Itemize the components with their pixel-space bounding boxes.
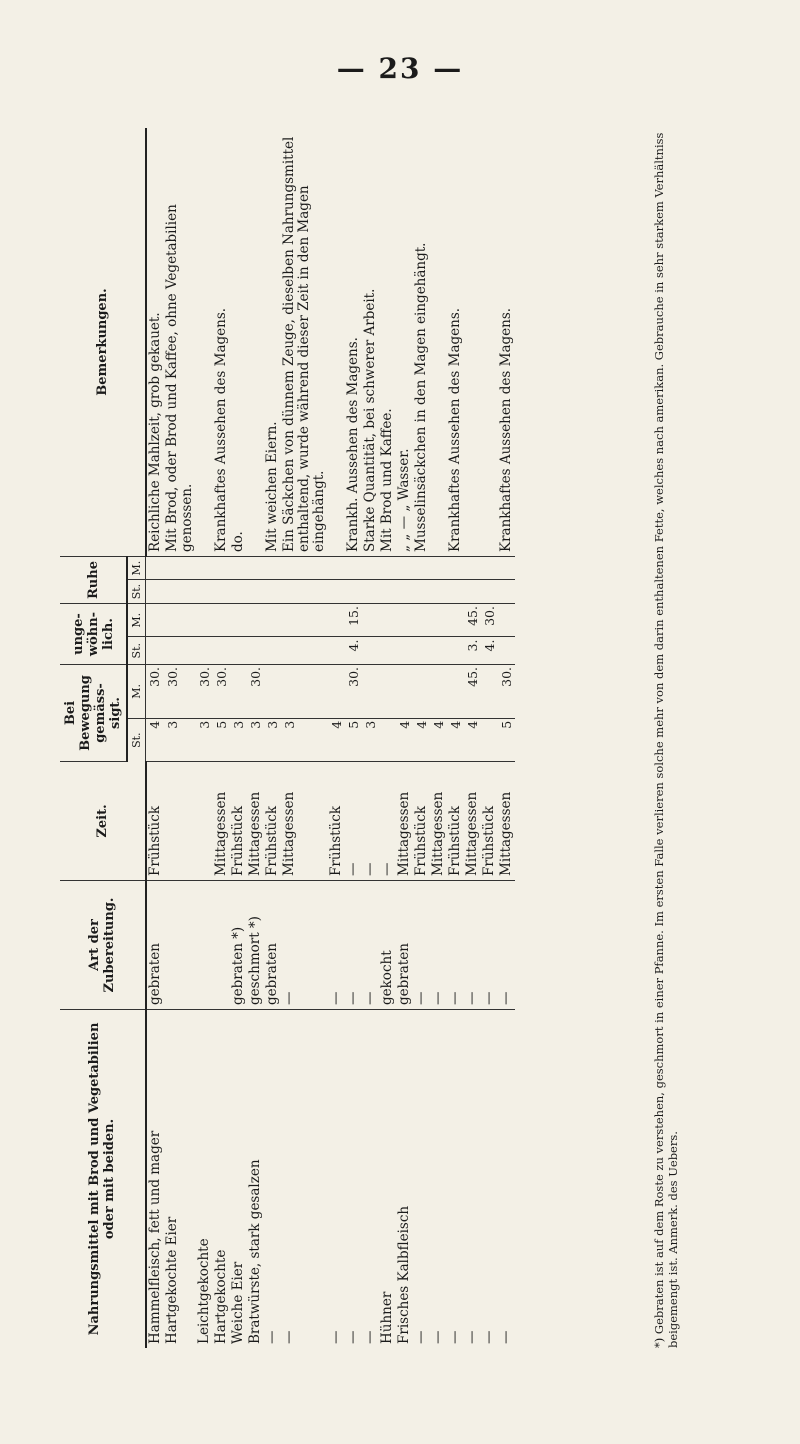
- food-cell: —: [497, 1330, 514, 1344]
- remarks-cell: do.: [230, 128, 247, 557]
- preparation-cell: gekocht: [379, 881, 396, 1010]
- rest-minutes-cell: [164, 557, 196, 580]
- moderate-minutes-cell: [447, 664, 464, 718]
- remarks-cell: Krankhaftes Aussehen des Magens.: [213, 128, 230, 557]
- table-row: [213, 128, 230, 1348]
- moderate-hours-cell: 4: [447, 718, 464, 761]
- moderate-minutes-cell: 30.: [247, 664, 264, 718]
- food-cell: Bratwürste, stark gesalzen: [246, 1159, 263, 1344]
- food-cell: —: [446, 1330, 463, 1344]
- table-row: [413, 128, 430, 1348]
- preparation-cell: gebraten: [146, 881, 164, 1010]
- rest-minutes-cell: [447, 557, 464, 580]
- moderate-hours-cell: 3: [264, 718, 281, 761]
- remarks-cell: Musselinsäckchen in den Magen eingehängt.: [413, 128, 430, 557]
- rest-minutes-cell: [481, 557, 498, 580]
- food-cell: —: [480, 1330, 497, 1344]
- unusual-minutes-cell: [247, 604, 264, 637]
- moderate-minutes-cell: 30.: [146, 664, 164, 718]
- unusual-hours-cell: [213, 637, 230, 664]
- table-row: [498, 128, 515, 1348]
- rest-minutes-cell: [498, 557, 515, 580]
- unusual-minutes-cell: [379, 604, 396, 637]
- preparation-cell: gebraten: [264, 881, 281, 1010]
- moderate-hours-cell: [481, 718, 498, 761]
- time-cell: [196, 762, 213, 881]
- moderate-hours-cell: 3: [230, 718, 247, 761]
- footnote: *) Gebraten ist auf dem Roste zu verstehen, geschmort in einer Pfanne. Im ersten Falle verlieren solche mehr von dem darin enthaltenen Fette, welches nach amerikan. Gebrauche in sehr starkem Verhältniss beigemengt ist. Anmerk. des Uebers.: [652, 132, 680, 1348]
- header-time: Zeit.: [60, 762, 146, 881]
- remarks-cell: Reichliche Mahlzeit, grob gekauet.: [146, 128, 164, 557]
- remarks-cell: Krankhaftes Aussehen des Magens.: [447, 128, 464, 557]
- rest-minutes-cell: [464, 557, 481, 580]
- food-cell: —: [263, 1330, 280, 1344]
- moderate-minutes-cell: [396, 664, 413, 718]
- moderate-hours-cell: 3: [196, 718, 213, 761]
- rest-hours-cell: [498, 580, 515, 604]
- table-row: [247, 128, 264, 1348]
- unusual-minutes-cell: [362, 604, 379, 637]
- unusual-hours-cell: [447, 637, 464, 664]
- unusual-hours-cell: [413, 637, 430, 664]
- unusual-hours-cell: 4.: [481, 637, 498, 664]
- rest-hours-cell: [281, 580, 328, 604]
- time-cell: Mittagessen: [213, 762, 230, 881]
- rest-hours-cell: [396, 580, 413, 604]
- unusual-minutes-cell: [230, 604, 247, 637]
- food-cell: —: [280, 1330, 297, 1344]
- time-cell: Frühstück: [264, 762, 281, 881]
- moderate-hours-cell: 4: [413, 718, 430, 761]
- unusual-minutes-cell: [447, 604, 464, 637]
- time-cell: —: [362, 762, 379, 881]
- moderate-hours-cell: 5: [345, 718, 362, 761]
- rest-hours-cell: [196, 580, 213, 604]
- preparation-cell: —: [498, 881, 515, 1010]
- remarks-cell: Starke Quantität, bei schwerer Arbeit.: [362, 128, 379, 557]
- header-food: Nahrungsmittel mit Brod und Vegetabilien oder mit beiden.: [60, 1010, 146, 1349]
- digestion-table: [60, 128, 515, 1348]
- food-cell: Leichtgekochte: [195, 1238, 212, 1344]
- moderate-minutes-cell: 45.: [464, 664, 481, 718]
- header-rest: Ruhe: [60, 557, 127, 604]
- table-row: [362, 128, 379, 1348]
- moderate-hours-cell: 3: [247, 718, 264, 761]
- remarks-cell: [430, 128, 447, 557]
- remarks-cell: [328, 128, 345, 557]
- time-cell: Frühstück: [481, 762, 498, 881]
- time-cell: Frühstück: [146, 762, 164, 881]
- unusual-hours-cell: [146, 637, 164, 664]
- preparation-cell: gebraten *): [230, 881, 247, 1010]
- rest-hours-cell: [481, 580, 498, 604]
- moderate-minutes-cell: [379, 664, 396, 718]
- moderate-minutes-cell: [362, 664, 379, 718]
- moderate-minutes-cell: [264, 664, 281, 718]
- rest-hours-cell: [164, 580, 196, 604]
- unusual-minutes-cell: 45.: [464, 604, 481, 637]
- moderate-minutes-cell: 30.: [213, 664, 230, 718]
- unusual-minutes-cell: [281, 604, 328, 637]
- unusual-minutes-cell: [146, 604, 164, 637]
- food-cell: Hühner: [378, 1291, 395, 1344]
- table-row: [379, 128, 396, 1348]
- preparation-cell: geschmort *): [247, 881, 264, 1010]
- rest-hours-cell: [328, 580, 345, 604]
- moderate-hours-cell: 3: [164, 718, 196, 761]
- remarks-cell: „ „ — „ Wasser.: [396, 128, 413, 557]
- unusual-hours-cell: 4.: [345, 637, 362, 664]
- rest-minutes-cell: [146, 557, 164, 580]
- rest-minutes-cell: [362, 557, 379, 580]
- unusual-minutes-cell: [328, 604, 345, 637]
- unusual-minutes-cell: [413, 604, 430, 637]
- preparation-cell: —: [345, 881, 362, 1010]
- time-cell: [164, 762, 196, 881]
- table-row: [396, 128, 413, 1348]
- moderate-hours-cell: 4: [464, 718, 481, 761]
- subheader-minutes: M.: [127, 557, 146, 580]
- table-row: [345, 128, 362, 1348]
- time-cell: Frühstück: [413, 762, 430, 881]
- rest-minutes-cell: [413, 557, 430, 580]
- remarks-cell: [481, 128, 498, 557]
- moderate-minutes-cell: 30.: [196, 664, 213, 718]
- moderate-minutes-cell: [413, 664, 430, 718]
- moderate-hours-cell: 5: [213, 718, 230, 761]
- unusual-hours-cell: [281, 637, 328, 664]
- preparation-cell: —: [281, 881, 328, 1010]
- preparation-cell: —: [362, 881, 379, 1010]
- moderate-hours-cell: 3: [281, 718, 328, 761]
- table-body: [146, 128, 515, 1348]
- time-cell: Mittagessen: [247, 762, 264, 881]
- remarks-cell: [464, 128, 481, 557]
- table-row: [146, 128, 164, 1348]
- remarks-cell: [196, 128, 213, 557]
- moderate-minutes-cell: 30.: [345, 664, 362, 718]
- moderate-hours-cell: 4: [146, 718, 164, 761]
- moderate-hours-cell: 5: [498, 718, 515, 761]
- rest-hours-cell: [230, 580, 247, 604]
- header-preparation: Art der Zubereitung.: [60, 881, 146, 1010]
- food-cell: Hartgekochte: [212, 1249, 229, 1344]
- food-cell: —: [361, 1330, 378, 1344]
- rest-minutes-cell: [247, 557, 264, 580]
- time-cell: Mittagessen: [430, 762, 447, 881]
- time-cell: Frühstück: [328, 762, 345, 881]
- header-movement: Bei Bewegung gemäss- sigt.: [60, 664, 127, 761]
- rest-minutes-cell: [213, 557, 230, 580]
- time-cell: —: [345, 762, 362, 881]
- food-cell: Hartgekochte Eier: [163, 1216, 180, 1344]
- remarks-cell: Krankhaftes Aussehen des Magens.: [498, 128, 515, 557]
- table-row: [328, 128, 345, 1348]
- unusual-minutes-cell: [196, 604, 213, 637]
- header-unusual: unge- wöhn- lich.: [60, 604, 127, 665]
- unusual-hours-cell: [328, 637, 345, 664]
- preparation-cell: [164, 881, 196, 1010]
- table-row: [464, 128, 481, 1348]
- rotated-table: [60, 128, 680, 1348]
- rest-minutes-cell: [345, 557, 362, 580]
- time-cell: Mittagessen: [396, 762, 413, 881]
- preparation-cell: gebraten: [396, 881, 413, 1010]
- unusual-hours-cell: [196, 637, 213, 664]
- rest-hours-cell: [430, 580, 447, 604]
- food-cell: Hammelfleisch, fett und mager: [146, 1130, 163, 1344]
- food-cell: Weiche Eier: [229, 1261, 246, 1344]
- rest-hours-cell: [146, 580, 164, 604]
- rest-minutes-cell: [328, 557, 345, 580]
- time-cell: Frühstück: [447, 762, 464, 881]
- remarks-cell: Krankh. Aussehen des Magens.: [345, 128, 362, 557]
- preparation-cell: —: [328, 881, 345, 1010]
- subheader-minutes: M.: [127, 664, 146, 718]
- rest-hours-cell: [413, 580, 430, 604]
- moderate-minutes-cell: [430, 664, 447, 718]
- moderate-hours-cell: 3: [362, 718, 379, 761]
- food-cell: —: [327, 1330, 344, 1344]
- rest-minutes-cell: [430, 557, 447, 580]
- header-remarks: Bemerkungen.: [60, 128, 146, 557]
- unusual-minutes-cell: 30.: [481, 604, 498, 637]
- table-row: [430, 128, 447, 1348]
- unusual-minutes-cell: [164, 604, 196, 637]
- unusual-hours-cell: 3.: [464, 637, 481, 664]
- rotated-table-frame: [60, 128, 680, 1348]
- subheader-hours: St.: [127, 718, 146, 761]
- table-row: [481, 128, 498, 1348]
- preparation-cell: —: [413, 881, 430, 1010]
- subheader-hours: St.: [127, 580, 146, 604]
- time-cell: Mittagessen: [498, 762, 515, 881]
- moderate-hours-cell: 4: [328, 718, 345, 761]
- remarks-cell: Ein Säckchen von dünnem Zeuge, dieselben Nahrungsmittel enthaltend, wurde während dieser Zeit in den Magen eingehängt.: [281, 128, 328, 557]
- unusual-minutes-cell: [396, 604, 413, 637]
- moderate-minutes-cell: 30.: [164, 664, 196, 718]
- rest-minutes-cell: [281, 557, 328, 580]
- food-cell: —: [344, 1330, 361, 1344]
- preparation-cell: —: [447, 881, 464, 1010]
- rest-hours-cell: [379, 580, 396, 604]
- preparation-cell: —: [481, 881, 498, 1010]
- preparation-cell: [196, 881, 213, 1010]
- unusual-hours-cell: [247, 637, 264, 664]
- moderate-hours-cell: [379, 718, 396, 761]
- moderate-hours-cell: 4: [430, 718, 447, 761]
- time-cell: Frühstück: [230, 762, 247, 881]
- remarks-cell: Mit Brod und Kaffee.: [379, 128, 396, 557]
- unusual-minutes-cell: 15.: [345, 604, 362, 637]
- table-row: [264, 128, 281, 1348]
- moderate-minutes-cell: [481, 664, 498, 718]
- food-cell: —: [429, 1330, 446, 1344]
- food-cell: Frisches Kalbfleisch: [395, 1205, 412, 1344]
- moderate-hours-cell: 4: [396, 718, 413, 761]
- moderate-minutes-cell: [281, 664, 328, 718]
- time-cell: Mittagessen: [464, 762, 481, 881]
- rest-hours-cell: [213, 580, 230, 604]
- preparation-cell: [213, 881, 230, 1010]
- unusual-hours-cell: [396, 637, 413, 664]
- subheader-minutes: M.: [127, 604, 146, 637]
- rest-hours-cell: [362, 580, 379, 604]
- unusual-hours-cell: [379, 637, 396, 664]
- table-row: [281, 128, 328, 1348]
- preparation-cell: —: [464, 881, 481, 1010]
- unusual-minutes-cell: [430, 604, 447, 637]
- unusual-minutes-cell: [264, 604, 281, 637]
- page-number: — 23 —: [336, 52, 464, 85]
- table-row: [230, 128, 247, 1348]
- time-cell: Mittagessen: [281, 762, 328, 881]
- remarks-cell: [247, 128, 264, 557]
- rest-hours-cell: [464, 580, 481, 604]
- rest-minutes-cell: [396, 557, 413, 580]
- unusual-hours-cell: [498, 637, 515, 664]
- table-row: [164, 128, 196, 1348]
- unusual-hours-cell: [362, 637, 379, 664]
- rest-minutes-cell: [230, 557, 247, 580]
- remarks-cell: Mit Brod, oder Brod und Kaffee, ohne Vegetabilien genossen.: [164, 128, 196, 557]
- unusual-minutes-cell: [498, 604, 515, 637]
- rest-hours-cell: [447, 580, 464, 604]
- rest-minutes-cell: [196, 557, 213, 580]
- food-cell: —: [463, 1330, 480, 1344]
- unusual-hours-cell: [430, 637, 447, 664]
- rest-minutes-cell: [379, 557, 396, 580]
- unusual-hours-cell: [230, 637, 247, 664]
- remarks-cell: Mit weichen Eiern.: [264, 128, 281, 557]
- unusual-hours-cell: [264, 637, 281, 664]
- rest-minutes-cell: [264, 557, 281, 580]
- rest-hours-cell: [247, 580, 264, 604]
- moderate-minutes-cell: [230, 664, 247, 718]
- table-row: [196, 128, 213, 1348]
- moderate-minutes-cell: 30.: [498, 664, 515, 718]
- subheader-hours: St.: [127, 637, 146, 664]
- food-cell: —: [412, 1330, 429, 1344]
- unusual-hours-cell: [164, 637, 196, 664]
- rest-hours-cell: [345, 580, 362, 604]
- preparation-cell: —: [430, 881, 447, 1010]
- moderate-minutes-cell: [328, 664, 345, 718]
- unusual-minutes-cell: [213, 604, 230, 637]
- table-row: [447, 128, 464, 1348]
- rest-hours-cell: [264, 580, 281, 604]
- time-cell: —: [379, 762, 396, 881]
